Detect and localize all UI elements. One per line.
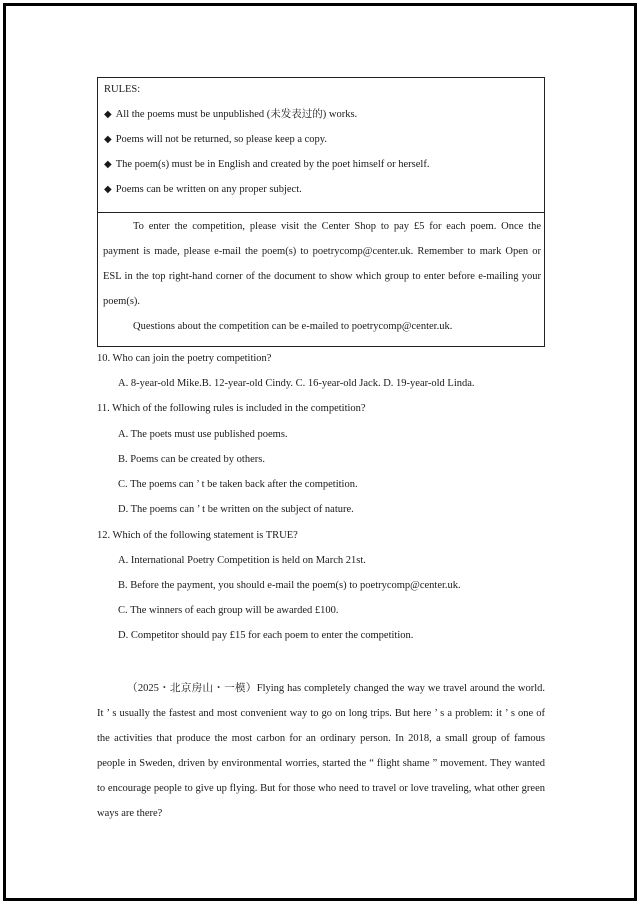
question-12-option-d: D. Competitor should pay £15 for each poem to enter the competition. xyxy=(118,630,414,641)
entry-instructions-section xyxy=(98,213,544,348)
rules-list-section xyxy=(98,78,544,213)
contact-paragraph: Questions about the competition can be e-mailed to poetrycomp@center.uk. xyxy=(133,321,453,332)
rule-item: ◆ Poems will not be returned, so please keep a copy. xyxy=(104,134,328,145)
entry-paragraph: To enter the competition, please visit the Center Shop to pay £5 for each poem. Once the payment is made, please e-mail the poem(s) to poetrycomp@center.uk. Remember to mark Open or ESL in the top right-hand corner of the document to show which group to enter before e-mailing your poem(s). xyxy=(103,221,541,307)
question-11-stem: 11. Which of the following rules is included in the competition? xyxy=(97,403,366,414)
diamond-bullet-icon: ◆ xyxy=(104,134,112,145)
question-12-option-b: B. Before the payment, you should e-mail the poem(s) to poetrycomp@center.uk. xyxy=(118,580,461,591)
diamond-bullet-icon: ◆ xyxy=(104,109,112,120)
diamond-bullet-icon: ◆ xyxy=(104,184,112,195)
question-10-stem: 10. Who can join the poetry competition? xyxy=(97,353,272,364)
rule-item: ◆ Poems can be written on any proper subject. xyxy=(104,184,302,195)
question-11-option-a: A. The poets must use published poems. xyxy=(118,429,288,440)
question-12-stem: 12. Which of the following statement is TRUE? xyxy=(97,530,298,541)
rules-title: RULES: xyxy=(104,84,141,95)
rules-box xyxy=(97,77,545,347)
reading-passage: （2025・北京房山・一模）Flying has completely changed the way we travel around the world. It ’ s usually the fastest and most convenient way to go on long trips. But here ’ s a problem: it ’ s one of the activities that produce the most carbon for an ordinary person. In 2018, a small group of famous people in Sweden, driven by environmental worries, started the “ flight shame ” movement. They wanted to encourage people to give up flying. But for those who need to travel or love traveling, what other green ways are there? xyxy=(97,683,545,819)
rule-item: ◆ All the poems must be unpublished (未发表过的) works. xyxy=(104,109,358,120)
question-11-option-c: C. The poems can ’ t be taken back after the competition. xyxy=(118,479,358,490)
question-11-option-d: D. The poems can ’ t be written on the subject of nature. xyxy=(118,504,354,515)
question-11-option-b: B. Poems can be created by others. xyxy=(118,454,265,465)
question-10-options: A. 8-year-old Mike.B. 12-year-old Cindy. C. 16-year-old Jack. D. 19-year-old Linda. xyxy=(118,378,475,389)
rule-item: ◆ The poem(s) must be in English and created by the poet himself or herself. xyxy=(104,159,430,170)
question-12-option-c: C. The winners of each group will be awarded £100. xyxy=(118,605,339,616)
question-12-option-a: A. International Poetry Competition is held on March 21st. xyxy=(118,555,366,566)
diamond-bullet-icon: ◆ xyxy=(104,159,112,170)
